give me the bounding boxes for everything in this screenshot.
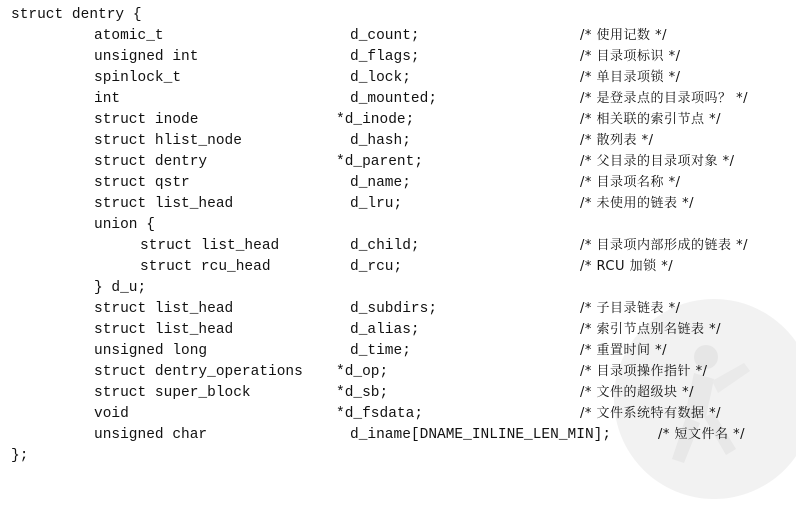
field-row xyxy=(0,26,668,47)
field-comment: /* 使用记数 */ xyxy=(580,28,668,43)
field-row xyxy=(0,320,722,341)
field-comment: /* 单目录项锁 */ xyxy=(580,70,681,85)
field-name: d_mounted; xyxy=(350,91,438,107)
field-row xyxy=(0,131,654,152)
field-row xyxy=(0,89,749,110)
field-comment: /* 散列表 */ xyxy=(580,133,654,148)
field-row xyxy=(0,194,695,215)
field-comment: /* 父目录的目录项对象 */ xyxy=(580,154,735,169)
field-name: d_name; xyxy=(350,175,411,191)
field-row xyxy=(0,110,722,131)
field-row xyxy=(0,425,746,446)
field-name: *d_fsdata; xyxy=(336,406,424,422)
field-name: d_time; xyxy=(350,343,411,359)
field-comment: /* 子目录链表 */ xyxy=(580,301,681,316)
field-type: atomic_t xyxy=(94,28,164,44)
field-type: struct qstr xyxy=(94,175,190,191)
field-type: struct list_head xyxy=(94,322,234,338)
field-name: *d_op; xyxy=(336,364,389,380)
field-name: d_alias; xyxy=(350,322,420,338)
field-name: *d_inode; xyxy=(336,112,415,128)
field-name: d_child; xyxy=(350,238,420,254)
field-comment: /* 文件的超级块 */ xyxy=(580,385,695,400)
struct-close: }; xyxy=(11,448,29,464)
field-type: unsigned char xyxy=(94,427,208,443)
field-name: d_iname[DNAME_INLINE_LEN_MIN]; xyxy=(350,427,612,443)
field-name: d_lru; xyxy=(350,196,403,212)
field-comment: /* 目录项操作指针 */ xyxy=(580,364,708,379)
field-comment: /* 目录项标识 */ xyxy=(580,49,681,64)
field-name: d_lock; xyxy=(350,70,411,86)
field-row xyxy=(0,299,681,320)
field-name: d_flags; xyxy=(350,49,420,65)
struct-open: struct dentry { xyxy=(11,7,142,23)
field-type: unsigned long xyxy=(94,343,208,359)
field-name: d_subdirs; xyxy=(350,301,438,317)
field-type: unsigned int xyxy=(94,49,199,65)
field-comment: /* 是登录点的目录项吗？ */ xyxy=(580,91,749,106)
field-comment: /* 目录项内部形成的链表 */ xyxy=(580,238,749,253)
union-close-line xyxy=(0,278,147,299)
field-row xyxy=(0,341,668,362)
field-row xyxy=(0,152,735,173)
union-close: } d_u; xyxy=(94,280,147,296)
union-open: union { xyxy=(94,217,155,233)
union-field-row xyxy=(0,236,749,257)
field-type: struct list_head xyxy=(140,238,280,254)
field-type: void xyxy=(94,406,129,422)
field-comment: /* 重置时间 */ xyxy=(580,343,668,358)
field-name: *d_parent; xyxy=(336,154,424,170)
field-type: struct inode xyxy=(94,112,199,128)
field-comment: /* 目录项名称 */ xyxy=(580,175,681,190)
struct-close-line xyxy=(0,446,35,467)
field-comment: /* 未使用的链表 */ xyxy=(580,196,695,211)
field-comment: /* 短文件名 */ xyxy=(658,427,746,442)
field-type: spinlock_t xyxy=(94,70,182,86)
field-comment: /* 文件系统特有数据 */ xyxy=(580,406,722,421)
field-row xyxy=(0,47,681,68)
field-type: struct super_block xyxy=(94,385,251,401)
field-name: d_count; xyxy=(350,28,420,44)
field-row xyxy=(0,173,681,194)
field-row xyxy=(0,383,695,404)
field-name: *d_sb; xyxy=(336,385,389,401)
union-field-row xyxy=(0,257,674,278)
field-name: d_hash; xyxy=(350,133,411,149)
union-open-line xyxy=(0,215,155,236)
field-comment: /* 索引节点别名链表 */ xyxy=(580,322,722,337)
field-row xyxy=(0,404,722,425)
field-comment: /* RCU 加锁 */ xyxy=(580,259,674,274)
field-type: struct dentry_operations xyxy=(94,364,303,380)
field-name: d_rcu; xyxy=(350,259,403,275)
field-row xyxy=(0,362,708,383)
field-type: struct hlist_node xyxy=(94,133,242,149)
field-comment: /* 相关联的索引节点 */ xyxy=(580,112,722,127)
field-type: struct rcu_head xyxy=(140,259,271,275)
field-type: struct dentry xyxy=(94,154,208,170)
field-type: int xyxy=(94,91,121,107)
struct-open-line xyxy=(0,5,142,26)
field-type: struct list_head xyxy=(94,301,234,317)
field-type: struct list_head xyxy=(94,196,234,212)
field-row xyxy=(0,68,681,89)
